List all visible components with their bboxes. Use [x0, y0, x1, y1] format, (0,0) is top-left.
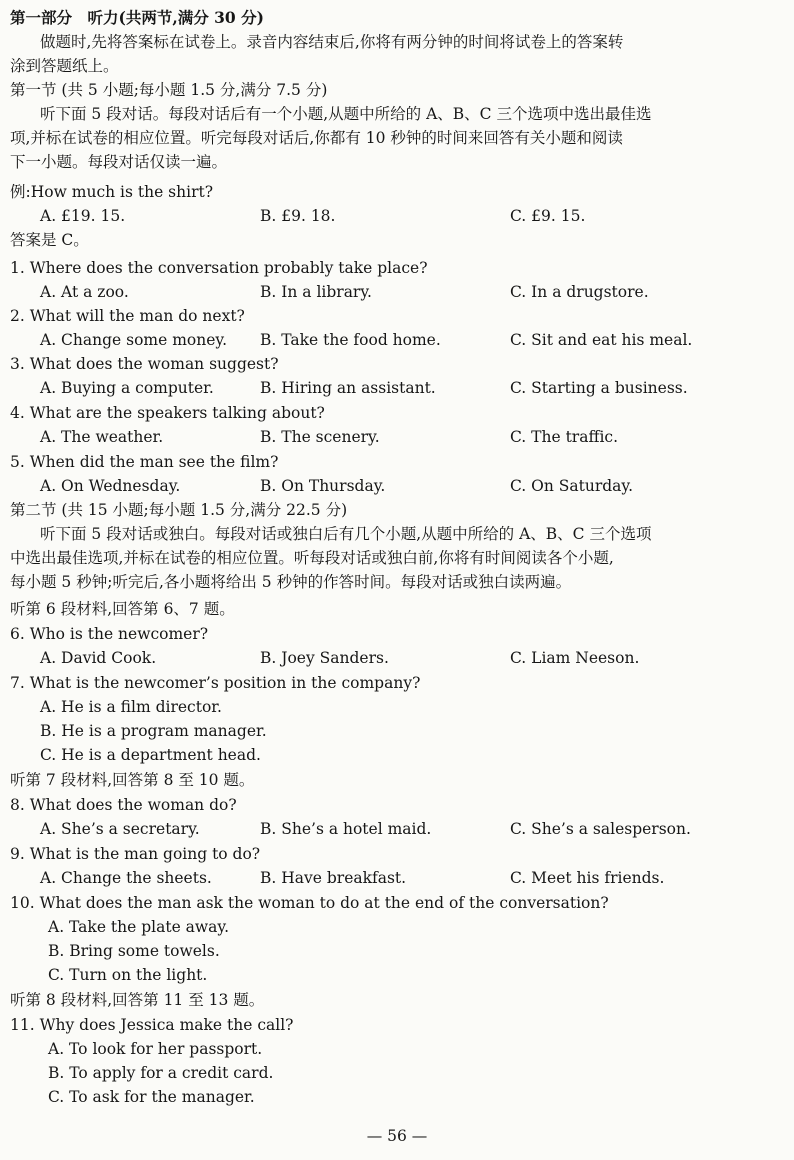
option-b: B. To apply for a credit card. — [48, 1064, 274, 1082]
question: 4. What are the speakers talking about? — [10, 404, 325, 422]
material-heading: 听第 7 段材料,回答第 8 至 10 题。 — [10, 771, 255, 789]
part2-title: 第二节 (共 15 小题;每小题 1.5 分,满分 22.5 分) — [10, 501, 348, 519]
question-options — [10, 328, 784, 352]
part2-instruction: 每小题 5 秒钟;听完后,各小题将给出 5 秒钟的作答时间。每段对话或独白读两遍。 — [10, 573, 572, 591]
question: 9. What is the man going to do? — [10, 845, 261, 863]
material-heading: 听第 8 段材料,回答第 11 至 13 题。 — [10, 991, 265, 1009]
question: 2. What will the man do next? — [10, 307, 245, 325]
option-c: C. Turn on the light. — [48, 966, 208, 984]
option-c: C. £9. 15. — [510, 207, 586, 225]
option-c: C. In a drugstore. — [510, 283, 649, 301]
option-c: C. Liam Neeson. — [510, 649, 640, 667]
option-a: A. David Cook. — [40, 649, 157, 667]
option-b: B. The scenery. — [260, 428, 380, 446]
part1-title: 第一节 (共 5 小题;每小题 1.5 分,满分 7.5 分) — [10, 81, 328, 99]
intro-line: 做题时,先将答案标在试卷上。录音内容结束后,你将有两分钟的时间将试卷上的答案转 — [40, 33, 624, 51]
question-options — [10, 280, 784, 304]
option-b: B. £9. 18. — [260, 207, 336, 225]
part2-instruction: 听下面 5 段对话或独白。每段对话或独白后有几个小题,从题中所给的 A、B、C 三个选项 — [40, 525, 652, 543]
option-c: C. The traffic. — [510, 428, 619, 446]
option-c: C. Starting a business. — [510, 379, 688, 397]
option-a: A. £19. 15. — [40, 207, 126, 225]
option-b: B. She’s a hotel maid. — [260, 820, 432, 838]
question-options — [10, 425, 784, 449]
option-b: B. On Thursday. — [260, 477, 386, 495]
question: 10. What does the man ask the woman to do at the end of the conversation? — [10, 894, 609, 912]
example-question: 例:How much is the shirt? — [10, 183, 214, 201]
option-a: A. She’s a secretary. — [40, 820, 200, 838]
option-b: B. Take the food home. — [260, 331, 441, 349]
part1-instruction: 项,并标在试卷的相应位置。听完每段对话后,你都有 10 秒钟的时间来回答有关小题和阅读 — [10, 129, 623, 147]
option-a: A. He is a film director. — [40, 698, 222, 716]
option-a: A. To look for her passport. — [48, 1040, 263, 1058]
option-a: A. Change the sheets. — [40, 869, 212, 887]
question-options — [10, 646, 784, 670]
option-a: A. On Wednesday. — [40, 477, 181, 495]
question: 8. What does the woman do? — [10, 796, 237, 814]
intro-line: 涂到答题纸上。 — [10, 57, 119, 75]
page-number: — 56 — — [366, 1127, 428, 1145]
option-c: C. She’s a salesperson. — [510, 820, 691, 838]
example-answer: 答案是 C。 — [10, 231, 89, 249]
option-b: B. In a library. — [260, 283, 372, 301]
question: 7. What is the newcomer’s position in the company? — [10, 674, 421, 692]
option-b: B. Have breakfast. — [260, 869, 407, 887]
material-heading: 听第 6 段材料,回答第 6、7 题。 — [10, 600, 235, 618]
question: 3. What does the woman suggest? — [10, 355, 279, 373]
option-b: B. He is a program manager. — [40, 722, 267, 740]
part1-instruction: 听下面 5 段对话。每段对话后有一个小题,从题中所给的 A、B、C 三个选项中选出最佳选 — [40, 105, 652, 123]
question-options — [10, 817, 784, 841]
option-c: C. On Saturday. — [510, 477, 634, 495]
option-c: C. He is a department head. — [40, 746, 261, 764]
option-b: B. Bring some towels. — [48, 942, 220, 960]
question: 11. Why does Jessica make the call? — [10, 1016, 294, 1034]
question: 1. Where does the conversation probably take place? — [10, 259, 428, 277]
option-c: C. To ask for the manager. — [48, 1088, 255, 1106]
part1-instruction: 下一小题。每段对话仅读一遍。 — [10, 153, 228, 171]
option-b: B. Hiring an assistant. — [260, 379, 436, 397]
question-options — [10, 474, 784, 498]
option-a: A. Buying a computer. — [40, 379, 214, 397]
option-a: A. Take the plate away. — [48, 918, 230, 936]
option-c: C. Meet his friends. — [510, 869, 665, 887]
question: 6. Who is the newcomer? — [10, 625, 209, 643]
option-a: A. Change some money. — [40, 331, 228, 349]
section-heading: 第一部分 听力(共两节,满分 30 分) — [10, 8, 264, 27]
option-a: A. At a zoo. — [40, 283, 129, 301]
option-a: A. The weather. — [40, 428, 164, 446]
part2-instruction: 中选出最佳选项,并标在试卷的相应位置。听每段对话或独白前,你将有时间阅读各个小题, — [10, 549, 614, 567]
question: 5. When did the man see the film? — [10, 453, 279, 471]
question-options — [10, 866, 784, 890]
option-b: B. Joey Sanders. — [260, 649, 389, 667]
example-options — [10, 204, 784, 228]
option-c: C. Sit and eat his meal. — [510, 331, 693, 349]
question-options — [10, 376, 784, 400]
